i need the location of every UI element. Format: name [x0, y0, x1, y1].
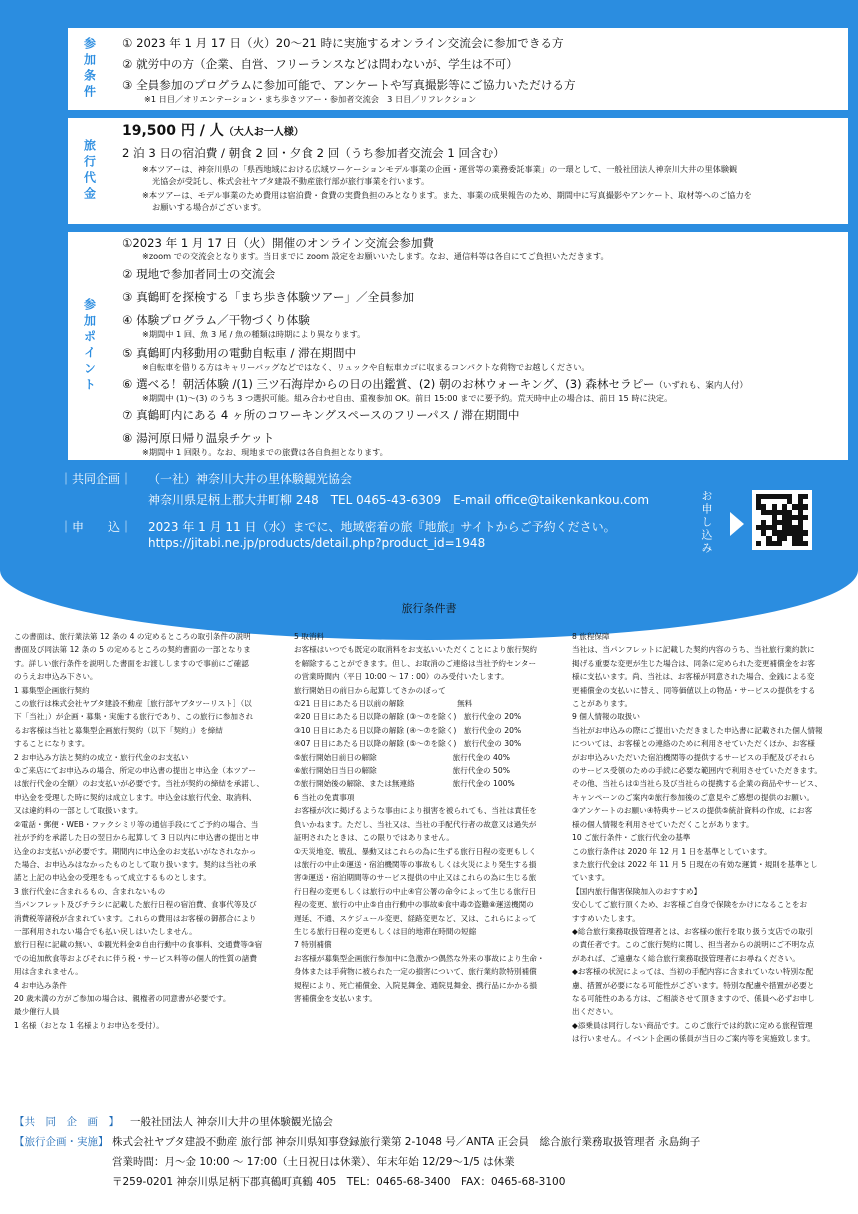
terms-line: す。詳しい旅行条件を説明した書面をお渡ししますので事前にご確認: [14, 658, 249, 668]
terms-line: 書面及び同法第 12 条の 5 の定めるところの契約書面の一部となりま: [14, 645, 251, 655]
terms-line: 消費税等諸税が含まれています。これらの費用はお客様の御都合により: [14, 913, 257, 923]
terms-line: の営業時間内（平日 10:00 ～ 17 : 00）のみ受付いたします。: [294, 672, 509, 682]
terms-line: この書面は、旅行業法第 12 条の 4 の定めるところの取引条件の説明: [14, 632, 251, 641]
terms-line: お客様が次に掲げるような事由により損害を被られても、当社は責任を: [294, 806, 537, 816]
terms-line: がお申込みいただいた宿泊機関等の提供するサービスの手配及びそれら: [572, 752, 815, 762]
terms-line: ⑤旅行開始日前日の解除 旅行代金の 40%: [294, 752, 510, 762]
terms-line: た場合、お申込みはなかったものとして取り扱います。契約は当社の承: [14, 859, 257, 869]
terms-line: ⑦旅行開始後の解除、または無連絡 旅行代金の 100%: [294, 779, 515, 789]
terms-line: 負いかねます。ただし、当社又は、当社の手配代行者の故意又は過失が: [294, 819, 537, 829]
terms-line: 更補償金の支払いに替え、同等価値以上の物品・サービスの提供をする: [572, 685, 816, 695]
terms-line: 3 旅行代金に含まれるもの、含まれないもの: [14, 886, 166, 896]
terms-line: ①天災地変、戦乱、暴動又はこれらの為に生ずる旅行日程の変更もしく: [294, 846, 537, 856]
terms-line: 害補償金を支払います。: [294, 993, 377, 1003]
terms-line: この旅行条件は 2020 年 12 月 1 日を基準としています。: [572, 846, 772, 856]
terms-line: 1 募集型企画旅行契約: [14, 685, 90, 695]
terms-line: 申込金を受理した時に契約は成立します。申込金は旅行代金、取消料、: [14, 792, 257, 802]
conditions-card: [112, 28, 848, 110]
terms-line: ④07 日目にあたる日以降の解除 (⑤～⑦を除く) 旅行代金の 30%: [294, 739, 522, 749]
terms-line: 証明されたときは、この限りではありません。: [294, 833, 454, 843]
terms-line: 害③運送・宿泊期間等のサービス提供の中止又はこれらの為に生じる旅: [294, 873, 537, 883]
footer-hours: 営業時間：月～金 10:00 ～ 17:00（土日祝日は休業）、年末年始 12/29～1/5 は休業: [112, 1156, 515, 1168]
terms-line: 2 お申込み方法と契約の成立・旅行代金のお支払い: [14, 752, 189, 762]
point-6-guide: （いずれも、案内人付）: [654, 381, 748, 391]
qr-module: [803, 541, 808, 546]
terms-line: 用は含まれません。: [14, 967, 83, 977]
terms-line: 5 取消料: [294, 632, 325, 641]
apply-side-label: お申し込み: [700, 490, 713, 555]
price-amount: [122, 124, 304, 140]
terms-line: 20 歳未満の方がご参加の場合は、親権者の同意書が必要です。: [14, 993, 231, 1003]
terms-line: ②20 日目にあたる日以降の解除 (③～⑦を除く) 旅行代金の 20%: [294, 712, 522, 722]
terms-line: 一部利用されない場合でも払い戻しはいたしません。: [14, 926, 197, 936]
terms-line: は旅行代金の全額）のお支払いが必要です。当社が契約の締結を承諾し、: [14, 779, 264, 789]
price-note-4: お願いする場合がございます。: [152, 202, 266, 212]
terms-line: は旅行の中止②運送・宿泊機関等の事故もしくは火災により発生する損: [294, 859, 537, 869]
terms-line: 下「当社」）が企画・募集・実施する旅行であり、この旅行に参加され: [14, 712, 254, 722]
terms-line: 当パンフレット及びチラシに記載した旅行日程の宿泊費、食事代等及び: [14, 900, 257, 910]
terms-line: 旅行開始日の前日から起算してさかのぼって: [294, 685, 446, 695]
terms-line: 行日程の変更もしくは旅行の中止④官公署の命令によって生じる旅行日: [294, 886, 537, 896]
arrow-right-icon: [730, 512, 744, 536]
terms-title: 旅行条件書: [401, 602, 457, 615]
point-6: [122, 377, 748, 393]
terms-line: 諾と上記の申込金の受理をもって成立するものとします。: [14, 873, 211, 883]
terms-line: 【国内旅行傷害保険加入のおすすめ】: [572, 886, 702, 896]
kyodo-label: ｜共同企画｜: [60, 472, 133, 486]
terms-line: 遅延、不通、スケジュール変更、経路変更など、又は、これらによって: [294, 913, 537, 923]
kyodo-name: （一社）神奈川大井の里体験観光協会: [148, 472, 353, 486]
condition-1: ① 2023 年 1 月 17 日（火）20～21 時に実施するオンライン交流会に参加できる方: [122, 36, 564, 50]
points-tag: 参加ポイント: [68, 232, 112, 460]
terms-line: については、お客様との連絡のために利用させていただくほか、お客様: [572, 739, 815, 749]
price-includes: 2 泊 3 日の宿泊費 / 朝食 2 回・夕食 2 回（うち参加者交流会 1 回含む）: [122, 146, 505, 160]
terms-line: お客様はいつでも既定の取消料をお支払いいただくことにより旅行契約: [294, 645, 537, 655]
condition-2: ② 就労中の方（企業、自営、フリーランスなどは問わないが、学生は不可）: [122, 57, 518, 71]
terms-line: ③10 日目にあたる日以降の解除 (④～⑦を除く) 旅行代金の 20%: [294, 725, 522, 735]
points-card: [112, 232, 848, 460]
terms-line: なる可能性のある方は、ご相談させて頂きますので、係員へ必ずお申し: [572, 993, 815, 1003]
terms-column-2: [294, 630, 545, 1005]
terms-line: 程の変更、旅行の中止⑤自由行動中の事故⑥食中毒⑦盗難⑧運送機関の: [294, 900, 534, 910]
terms-line: 旅行日程に記載の無い、①観光料金②自由行動中の食事料、交通費等③宿: [14, 940, 263, 950]
terms-line: 出ください。: [572, 1007, 618, 1017]
point-8: ⑧ 湯河原日帰り温泉チケット: [122, 431, 275, 445]
price-note-1: ※本ツアーは、神奈川県の「県西地域における広域ワーケーションモデル事業の企画・運営等の業務委託事業」の一環として、一般社団法人神奈川大井の里体験観: [142, 164, 738, 174]
footer-kyodo-label: 【共 同 企 画 】: [14, 1116, 119, 1128]
point-6-note: ※期間中 (1)～(3) のうち 3 つ選択可能。組み合わせ自由、重複参加 OK。前日 15:00 までに要予約。荒天時中止の場合は、前日 15 時に決定。: [142, 393, 673, 403]
terms-line: 様の個人情報を利用させていただくことがあります。: [572, 819, 754, 829]
terms-line: は行いません。イベント企画の係員が当日のご案内等を実施致します。: [572, 1034, 815, 1044]
terms-line: 安心してご旅行頂くため、お客様ご自身で保険をかけになることをお: [572, 900, 808, 910]
terms-line: ⑥旅行開始日当日の解除 旅行代金の 50%: [294, 766, 510, 776]
point-5-note: ※自転車を借りる方はキャリーバッグなどではなく、リュックや自転車カゴに収まるコンパクトな荷物でお越しください。: [142, 362, 590, 372]
terms-line: すすめいたします。: [572, 913, 640, 923]
footer-company-label: 【旅行企画・実施】: [14, 1136, 109, 1148]
terms-column-1: [14, 630, 264, 1032]
terms-line: があれば、ご遠慮なく総合旅行業務取扱管理者にお尋ねください。: [572, 953, 800, 963]
price-note-2: 光協会が受託し、株式会社ヤブタ建設不動産旅行部が旅行事業を行います。: [152, 176, 430, 186]
terms-line: することになります。: [14, 739, 90, 749]
point-7: ⑦ 真鶴町内にある 4 ヶ所のコワーキングスペースのフリーパス / 滞在期間中: [122, 408, 520, 422]
terms-line: 1 名様（おとな 1 名様よりお申込を受付）。: [14, 1020, 164, 1030]
terms-line: ③アンケートのお願い④特典サービスの提供⑤統計資料の作成、にお客: [572, 806, 813, 816]
terms-line: 6 当社の免責事項: [294, 792, 355, 802]
terms-line: 規程により、死亡補償金、入院見舞金、通院見舞金、携行品にかかる損: [294, 980, 537, 990]
point-4-note: ※期間中 1 回、魚 3 尾 / 魚の種類は時期により異なります。: [142, 329, 366, 339]
point-1: ①2023 年 1 月 17 日（火）開催のオンライン交流会参加費: [122, 236, 434, 250]
terms-line: 込金のお支払いが必要です。期間内に申込金のお支払いがなされなかっ: [14, 846, 257, 856]
point-4: ④ 体験プログラム／干物づくり体験: [122, 313, 310, 327]
point-2: ② 現地で参加者同士の交流会: [122, 267, 276, 281]
terms-line: ◆総合旅行業務取扱管理者とは、お客様の旅行を取り扱う支店での取引: [572, 926, 814, 936]
footer-address: 〒259-0201 神奈川県足柄下郡真鶴町真鶴 405 TEL：0465-68-3400 FAX：0465-68-3100: [112, 1176, 566, 1188]
footer-kyodo-name: 一般社団法人 神奈川大井の里体験観光協会: [130, 1116, 333, 1128]
terms-line: 当社がお申込みの際にご提出いただきました申込書に記載された個人情報: [572, 725, 823, 735]
terms-line: 生じる旅行日程の変更もしくは目的地滞在時間の短縮: [294, 926, 477, 936]
terms-line: ことがあります。: [572, 699, 633, 709]
terms-line: るお客様は当社と募集型企画旅行契約（以下「契約」）を締結: [14, 725, 223, 735]
price-value: 19,500 円 / 人: [122, 123, 224, 139]
terms-line: お客様が募集型企画旅行参加中に急激かつ偶然な外来の事故により生命・: [294, 953, 545, 963]
apply-url[interactable]: https://jitabi.ne.jp/products/detail.php?product_id=1948: [148, 536, 486, 550]
terms-line: ②電話・郵便・WEB・ファクシミリ等の通信手段にてご予約の場合、当: [14, 819, 259, 829]
terms-line: 最少催行人員: [14, 1007, 60, 1017]
terms-line: 又は違約料の一部として取扱います。: [14, 806, 143, 816]
terms-line: ています。: [572, 873, 610, 883]
terms-line: ①21 日目にあたる日以前の解除 無料: [294, 699, 473, 709]
terms-line: 様に支払います。尚、当社は、お客様が同意された場合、金銭による変: [572, 672, 815, 682]
terms-line: 9 個人情報の取扱い: [572, 712, 640, 722]
point-1-note: ※zoom での交流会となります。当日までに zoom 設定をお願いいたします。なお、通信料等は各自にてご負担いただきます。: [142, 251, 609, 261]
terms-line: での追加飲食等およびそれに伴う税・サービス料等の個人的性質の諸費: [14, 953, 257, 963]
terms-line: 慮、措置が必要になる可能性がございます。特別な配慮や措置が必要と: [572, 980, 815, 990]
condition-note: ※1 日目／オリエンテーション・まち歩きツアー・参加者交流会 3 日目／リフレクション: [144, 94, 477, 104]
terms-line: のうえお申込み下さい。: [14, 672, 98, 682]
apply-text: 2023 年 1 月 11 日（水）までに、地域密着の旅『地旅』サイトからご予約ください。: [148, 520, 616, 534]
price-note-3: ※本ツアーは、モデル事業のため費用は宿泊費・食費の実費負担のみとなります。また、事業の成果報告のため、期間中に写真撮影やアンケート、取材等へのご協力を: [142, 190, 752, 200]
terms-column-3: [572, 630, 823, 1046]
terms-line: ①ご来店にてお申込みの場合、所定の申込書の提出と申込金（本ツアー: [14, 766, 256, 776]
point-6-text: ⑥ 選べる！朝活体験 /(1) 三ツ石海岸からの日の出鑑賞、(2) 朝のお林ウォーキング、(3) 森林セラピー: [122, 377, 655, 391]
apply-label: ｜申 込｜: [60, 520, 133, 534]
terms-line: 7 特別補償: [294, 940, 332, 950]
terms-line: 身体または手荷物に被られた一定の損害について、旅行業約款特別補償: [294, 967, 537, 977]
footer-company: 株式会社ヤブタ建設不動産 旅行部 神奈川県知事登録旅行業第 2-1048 号／ANTA 正会員 総合旅行業務取扱管理者 永島絢子: [112, 1136, 701, 1148]
terms-line: 4 お申込み条件: [14, 980, 67, 990]
point-5: ⑤ 真鶴町内移動用の電動自転車 / 滞在期間中: [122, 346, 357, 360]
terms-line: 社が予約を承諾した日の翌日から起算して 3 日以内に申込書の提出と申: [14, 833, 260, 843]
condition-3: ③ 全員参加のプログラムに参加可能で、アンケートや写真撮影等にご協力いただける方: [122, 78, 576, 92]
terms-line: キャンペーンのご案内②旅行参加後のご意見やご感想の提供のお願い。: [572, 792, 815, 802]
terms-line: 掲げる重要な変更が生じた場合は、同条に定められた変更補償金をお客: [572, 658, 815, 668]
terms-line: 8 旅程保障: [572, 632, 610, 641]
point-8-note: ※期間中 1 回限り。なお、現地までの旅費は各自負担となります。: [142, 447, 388, 457]
terms-line: ◆お客様の状況によっては、当初の手配内容に含まれていない特別な配: [572, 967, 814, 977]
qr-code[interactable]: [752, 490, 812, 550]
price-card: [112, 118, 848, 224]
terms-line: を解除することができます。但し、お取消のご連絡は当社予約センター: [294, 658, 537, 668]
terms-line: ◆添乗員は同行しない商品です。このご旅行では約款に定める旅程管理: [572, 1020, 813, 1030]
terms-line: のサービス受領のための手続に必要な範囲内で利用させていただきます。: [572, 766, 822, 776]
terms-line: 当社は、当パンフレットに記載した契約内容のうち、当社旅行業約款に: [572, 645, 815, 655]
terms-line: その他、当社らは①当社ら及び当社らの提携する企業の商品やサービス、: [572, 779, 823, 789]
terms-line: また旅行代金は 2022 年 11 月 5 日現在の有効な運賃・規則を基準とし: [572, 859, 818, 869]
kyodo-address: 神奈川県足柄上郡大井町柳 248 TEL 0465-43-6309 E-mail office@taikenkankou.com: [148, 493, 650, 507]
conditions-tag: 参加条件: [68, 28, 112, 110]
terms-line: 10 ご旅行条件・ご旅行代金の基準: [572, 833, 691, 843]
terms-line: この旅行は株式会社ヤブタ建設不動産［旅行部ヤブタツーリスト］（以: [14, 699, 252, 709]
point-3: ③ 真鶴町を探検する「まち歩き体験ツアー」／全員参加: [122, 290, 414, 304]
price-tag: 旅行代金: [68, 118, 112, 224]
price-unit-note: （大人お一人様）: [223, 127, 304, 138]
terms-line: の責任者です。このご旅行契約に関し、担当者からの説明にご不明な点: [572, 940, 815, 950]
